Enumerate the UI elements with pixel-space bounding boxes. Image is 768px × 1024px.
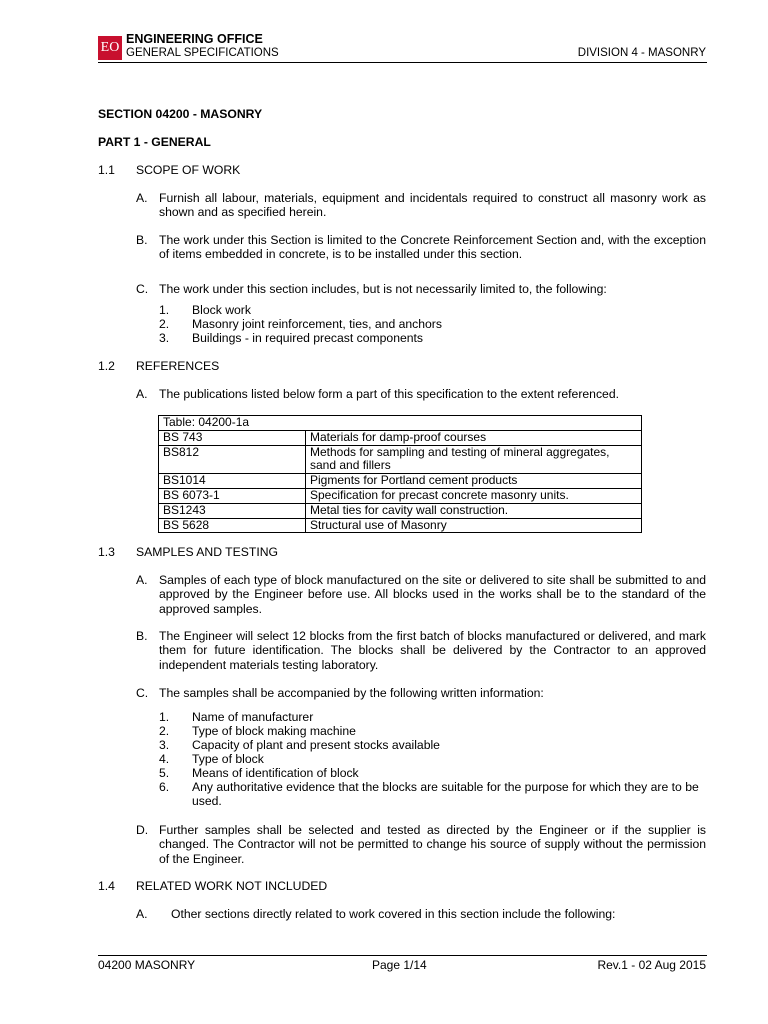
item-label: A. [136,907,148,921]
header-rule [98,62,707,63]
table-row [159,430,642,445]
scope-c-text: The work under this section includes, but is not necessarily limited to, the following: [159,282,607,296]
heading-1-4-num: 1.4 [98,879,115,893]
header-division: DIVISION 4 - MASONRY [577,47,706,59]
item-label: B. [136,629,148,643]
part-title: PART 1 - GENERAL [98,135,211,149]
heading-1-2-title: REFERENCES [136,359,220,373]
table-caption-row [159,416,642,431]
heading-1-2-num: 1.2 [98,359,115,373]
samples-c-text: The samples shall be accompanied by the following written information: [159,686,544,700]
table-cell-title: Pigments for Portland cement products [306,474,642,489]
list-item: Name of manufacturer [192,710,314,724]
table-cell-title: Specification for precast concrete masonry units. [306,488,642,503]
list-item: Type of block making machine [192,724,356,738]
table-row [159,503,642,518]
item-label: A. [136,191,148,205]
list-item: Any authoritative evidence that the blocks are suitable for the purpose for which they are to be used. [192,780,699,808]
list-number: 5. [159,766,170,780]
list-number: 2. [159,317,170,331]
table-cell-code: BS1243 [159,503,306,518]
table-row [159,445,642,474]
samples-d-text: Further samples shall be selected and tested as directed by the Engineer or if the supplier is changed. The Contractor will not be permitted to change his source of supply without the permission of the Engineer. [159,823,706,866]
list-item: Buildings - in required precast components [192,331,424,345]
header-subtitle: GENERAL SPECIFICATIONS [126,47,279,59]
table-cell-code: BS 6073-1 [159,488,306,503]
table-cell-title: Materials for damp-proof courses [306,430,642,445]
list-item: Type of block [192,752,264,766]
list-number: 1. [159,303,170,317]
heading-1-3-title: SAMPLES AND TESTING [136,545,279,559]
item-label: A. [136,387,148,401]
references-a-text: The publications listed below form a part of this specification to the extent referenced. [159,387,619,401]
heading-1-1-num: 1.1 [98,163,115,177]
list-number: 2. [159,724,170,738]
item-label: C. [136,282,149,296]
table-cell-title: Methods for sampling and testing of mineral aggregates, sand and fillers [306,445,642,474]
footer-rule [98,955,707,956]
footer-revision: Rev.1 - 02 Aug 2015 [597,958,706,972]
table-cell-code: BS1014 [159,474,306,489]
section-title: SECTION 04200 - MASONRY [98,107,263,121]
scope-b-text: The work under this Section is limited to the Concrete Reinforcement Section and, with the exception of items embedded in concrete, is to be installed under this section. [159,233,706,262]
logo: EO [98,36,122,60]
office-name: ENGINEERING OFFICE [126,32,263,46]
list-item: Block work [192,303,251,317]
table-cell-title: Structural use of Masonry [306,518,642,533]
list-number: 6. [159,780,170,794]
table-row [159,474,642,489]
references-table [158,415,642,533]
list-item: Capacity of plant and present stocks available [192,738,440,752]
table-cell-code: BS 743 [159,430,306,445]
footer-page-number: Page 1/14 [372,958,427,972]
related-a-text: Other sections directly related to work covered in this section include the following: [171,907,616,921]
item-label: C. [136,686,149,700]
heading-1-3-num: 1.3 [98,545,115,559]
table-cell-code: BS 5628 [159,518,306,533]
list-number: 1. [159,710,170,724]
samples-a-text: Samples of each type of block manufactured on the site or delivered to site shall be submitted to and approved by the Engineer before use. All blocks used in the works shall be to the standard of the approved samples. [159,573,706,616]
scope-a-text: Furnish all labour, materials, equipment and incidentals required to construct all masonry work as shown and as specified herein. [159,191,706,220]
item-label: B. [136,233,148,247]
heading-1-1-title: SCOPE OF WORK [136,163,241,177]
heading-1-4-title: RELATED WORK NOT INCLUDED [136,879,328,893]
list-number: 3. [159,331,170,345]
list-number: 3. [159,738,170,752]
list-number: 4. [159,752,170,766]
table-cell-code: BS812 [159,445,306,474]
table-row [159,518,642,533]
table-cell-title: Metal ties for cavity wall construction. [306,503,642,518]
table-row [159,488,642,503]
list-item: Means of identification of block [192,766,359,780]
samples-b-text: The Engineer will select 12 blocks from the first batch of blocks manufactured or delivered, and mark them for future identification. The blocks shall be delivered by the Contractor to an approved independent materials testing laboratory. [159,629,706,672]
item-label: A. [136,573,148,587]
item-label: D. [136,823,149,837]
list-item: Masonry joint reinforcement, ties, and anchors [192,317,442,331]
table-caption: Table: 04200-1a [159,416,642,431]
footer-document: 04200 MASONRY [98,958,196,972]
